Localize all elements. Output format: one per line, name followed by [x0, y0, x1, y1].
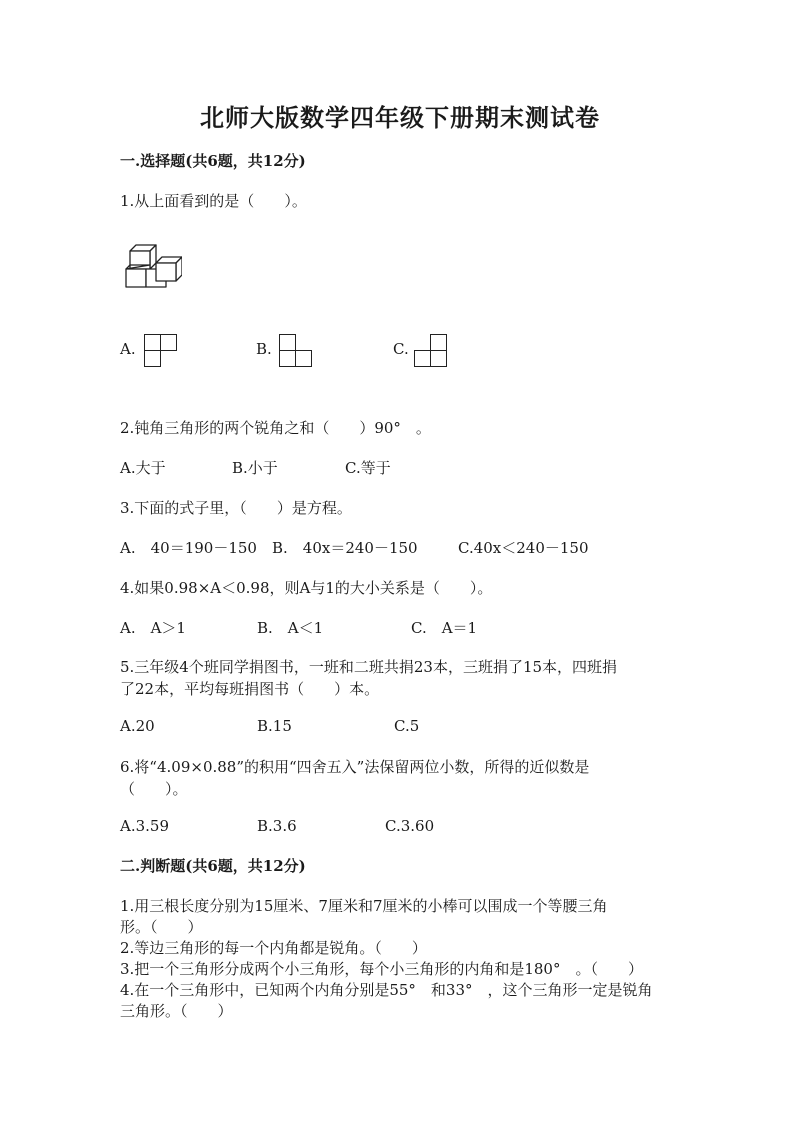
q4-option-c: C. A＝1: [411, 619, 478, 637]
question-2-stem: 2.钝角三角形的两个锐角之和（ ）90° 。: [120, 419, 431, 437]
section-heading-judgment: 二.判断题(共6题，共12分): [120, 857, 306, 875]
question-1-stem: 1.从上面看到的是（ ）。: [120, 192, 307, 210]
stacked-cubes-icon: [122, 243, 182, 289]
section-heading-choice: 一.选择题(共6题，共12分): [120, 152, 306, 170]
question-5-stem-line2: 了22本，平均每班捐图书（ ）本。: [120, 680, 380, 698]
q1-option-b-figure: [279, 334, 313, 368]
q2-option-b: B.小于: [232, 459, 278, 477]
q1-option-b: B.: [256, 340, 272, 358]
q6-option-a: A.3.59: [120, 817, 169, 835]
q1-option-a-figure: [144, 334, 178, 368]
q3-option-b: B. 40x＝240－150: [272, 539, 418, 557]
q3-option-a: A. 40＝190－150: [120, 539, 257, 557]
q2-option-a: A.大于: [120, 459, 166, 477]
judgment-item: 3.把一个三角形分成两个小三角形，每个小三角形的内角和是180° 。（ ）: [120, 960, 643, 978]
page-title: 北师大版数学四年级下册期末测试卷: [200, 103, 600, 132]
question-3-stem: 3.下面的式子里，（ ）是方程。: [120, 499, 352, 517]
judgment-item: 三角形。（ ）: [120, 1002, 233, 1020]
q5-option-a: A.20: [120, 717, 155, 735]
q5-option-b: B.15: [257, 717, 292, 735]
q5-option-c: C.5: [394, 717, 420, 735]
q1-option-c: C.: [393, 340, 409, 358]
q2-option-c: C.等于: [345, 459, 391, 477]
q6-option-b: B.3.6: [257, 817, 297, 835]
question-4-stem: 4.如果0.98×A＜0.98，则A与1的大小关系是（ ）。: [120, 579, 493, 597]
question-6-stem-line1: 6.将“4.09×0.88”的积用“四舍五入”法保留两位小数，所得的近似数是: [120, 758, 590, 776]
judgment-item: 2.等边三角形的每一个内角都是锐角。（ ）: [120, 939, 427, 957]
judgment-item: 形。（ ）: [120, 918, 203, 936]
q1-option-c-figure: [414, 334, 448, 368]
question-5-stem-line1: 5.三年级4个班同学捐图书，一班和二班共捐23本，三班捐了15本，四班捐: [120, 658, 618, 676]
judgment-item: 1.用三根长度分别为15厘米、7厘米和7厘米的小棒可以围成一个等腰三角: [120, 897, 608, 915]
q4-option-a: A. A＞1: [120, 619, 186, 637]
q6-option-c: C.3.60: [385, 817, 435, 835]
judgment-item: 4.在一个三角形中，已知两个内角分别是55° 和33° ，这个三角形一定是锐角: [120, 981, 653, 999]
q4-option-b: B. A＜1: [257, 619, 324, 637]
q1-option-a: A.: [120, 340, 136, 358]
question-6-stem-line2: （ ）。: [120, 780, 188, 798]
q3-option-c: C.40x＜240－150: [458, 539, 589, 557]
